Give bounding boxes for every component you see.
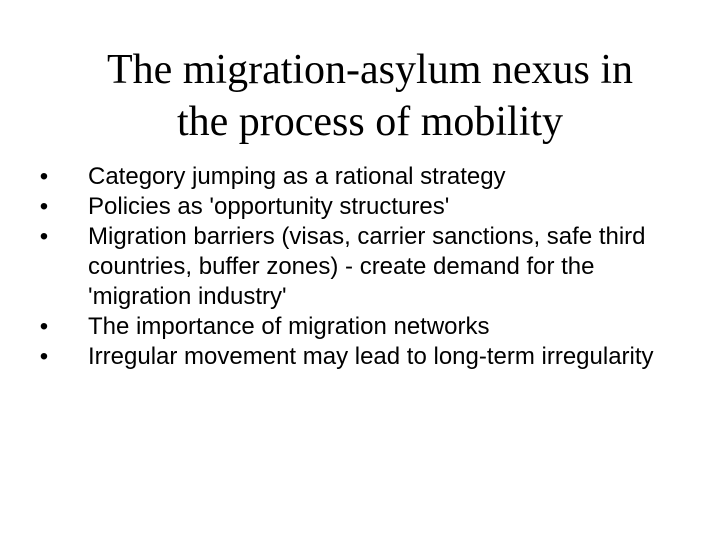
bullet-item — [30, 312, 670, 342]
slide-title — [60, 44, 680, 148]
bullet-text: The importance of migration networks — [88, 313, 490, 340]
bullet-marker: • — [39, 223, 49, 250]
bullet-text: Policies as 'opportunity structures' — [88, 193, 450, 220]
title-line-1: The migration-asylum nexus in — [106, 47, 634, 93]
bullet-text: Irregular movement may lead to long-term irregularity — [88, 343, 654, 370]
bullet-list — [30, 162, 670, 372]
bullet-item — [30, 162, 670, 192]
bullet-text: Migration barriers (visas, carrier sanctions, safe third countries, buffer zones) - create demand for the 'migration industry' — [88, 223, 646, 310]
bullet-marker: • — [39, 343, 49, 370]
bullet-item — [30, 342, 670, 372]
bullet-marker: • — [39, 313, 49, 340]
title-line-2: the process of mobility — [176, 99, 564, 145]
bullet-item — [30, 192, 670, 222]
bullet-text: Category jumping as a rational strategy — [88, 163, 506, 190]
bullet-marker: • — [39, 193, 49, 220]
bullet-item — [30, 222, 670, 312]
bullet-marker: • — [39, 163, 49, 190]
